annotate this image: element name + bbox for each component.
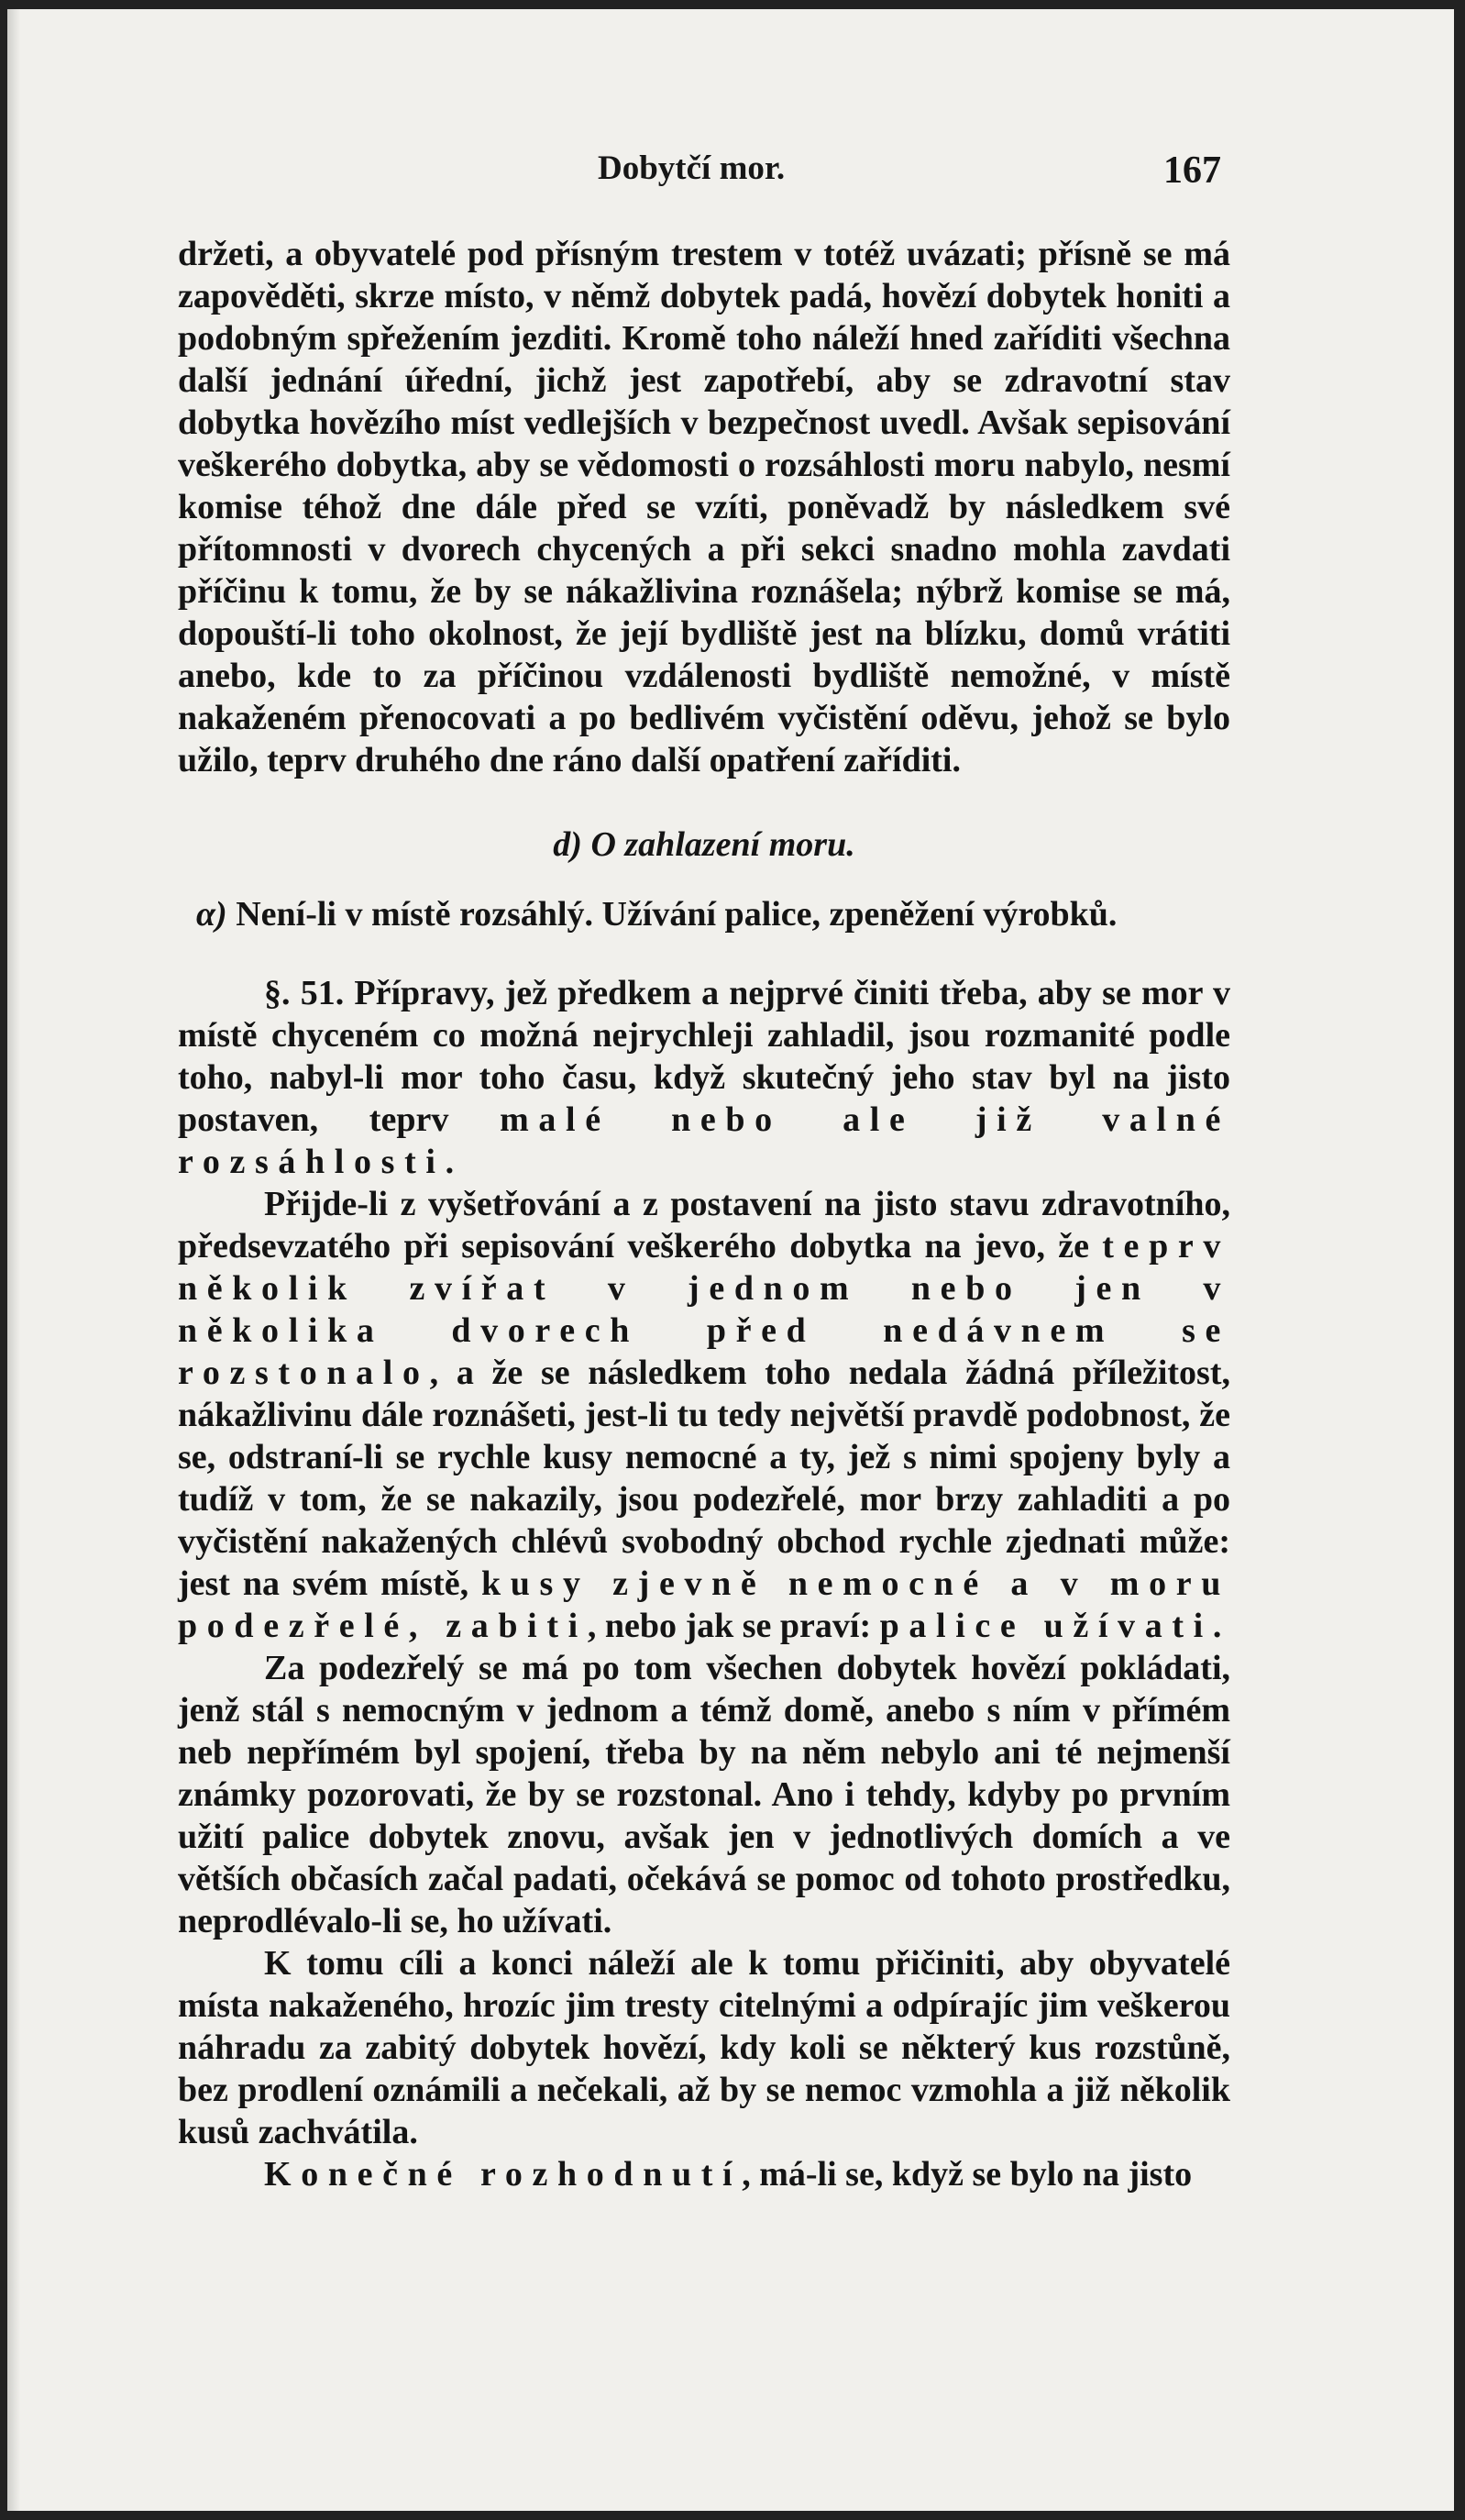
p52-text-a: Přijde-li z vyšetřování a z postavení na jisto stavu zdravotního, předsevzatého při sepisování veškerého dobytka na jevo, že xyxy=(178,1185,1230,1266)
p51-text-a: §. 51. Přípravy, jež předkem a nejprvé činiti třeba, aby se mor v místě chyceném co možná nejrychleji zahladil, jsou rozmanité podle toho, nabyl-li mor toho času, když skutečný jeho stav byl na jisto postaven, teprv xyxy=(178,974,1230,1139)
subsection-text: Není-li v místě rozsáhlý. Užívání palice, zpeněžení výrobků. xyxy=(236,895,1118,934)
subsection-heading xyxy=(178,893,1230,935)
section-heading: d) O zahlazení moru. xyxy=(553,825,855,864)
paragraph-4: K tomu cíli a konci náleží ale k tomu přičiniti, aby obyvatelé místa nakaženého, hrozíc jim tresty citelnými a odpírajíc jim veškerou náhradu za zabitý dobytek hovězí, kdy koli se některý kus rozstůně, bez prodlení oznámili a nečekali, až by se nemoc vzmohla a již několik kusů zachvátila. xyxy=(178,1944,1230,2151)
p52-text-c: , a že se následkem toho nedala žádná příležitost, nákažlivinu dále roznášeti, jest-li tu tedy největší pravdě podobnost, že se, odstraní-li se rychle kusy nemocné a ty, jež s nimi spojeny byly a tudíž v tom, že se nakazily, jsou podezřelé, mor brzy zahladiti a po vyčistění nakažených chlévů svobodný obchod rychle zjednati může: jest na svém místě, xyxy=(178,1354,1230,1603)
paragraph-51 xyxy=(178,972,1230,1183)
p55-text-b: , má-li se, když se bylo na jisto xyxy=(742,2155,1193,2194)
p51-spaced-emphasis: malé nebo ale již valné rozsáhlosti xyxy=(178,1100,1230,1181)
book-page xyxy=(7,9,1454,2511)
paragraph-3: Za podezřelý se má po tom všechen dobytek hovězí pokládati, jenž stál s nemocným v jednom a témž domě, anebo s ním v přímém neb nepřímém byl spojení, třeba by na něm nebylo ani té nejmenší známky pozorovati, že by se rozstonal. Ano i tehdy, kdyby po prvním užití palice dobytek znovu, avšak jen v jednotlivých domích a ve větších občasích začal padati, očekává se pomoc od tohoto prostředku, neprodlévalo-li se, ho užívati. xyxy=(178,1649,1230,1940)
p55-spaced-emphasis: Konečné rozhodnutí xyxy=(264,2155,743,2194)
paragraph-2 xyxy=(178,1183,1230,1647)
paragraph-5 xyxy=(178,2153,1230,2195)
p52-text-e: , nebo jak se praví: xyxy=(587,1607,880,1645)
paragraph-continued: držeti, a obyvatelé pod přísným trestem v totéž uvázati; přísně se má zapověděti, skrze místo, v němž dobytek padá, hovězí dobytek honiti a podobným spřežením jezditi. Kromě toho náleží hned zaříditi všechna další jednání úřední, jichž jest zapotřebí, aby se zdravotní stav dobytka hovězího míst vedlejších v bezpečnost uvedl. Avšak sepisování veškerého dobytka, aby se vědomosti o rozsáhlosti moru nabylo, nesmí komise téhož dne dále před se vzíti, poněvadž by následkem své přítomnosti v dvorech chycených a při sekci snadno mohla zavdati příčinu k tomu, že by se nákažlivina roznášela; nýbrž komise se má, dopouští-li toho okolnost, že její bydliště jest na blízku, domů vrátiti anebo, kde to za příčinou vzdálenosti bydliště nemožné, v místě nakaženém přenocovati a po bedlivém vyčistění oděvu, jehož se bylo užilo, teprv druhého dne ráno další opatření zaříditi. xyxy=(178,235,1230,779)
p51-text-c: . xyxy=(445,1143,455,1181)
p52-spaced-emphasis-1: teprv několik zvířat v jednom nebo jen v několika dvorech před nedávnem se rozstonalo xyxy=(178,1227,1230,1392)
page-number: 167 xyxy=(1163,149,1221,192)
page-edge-shadow xyxy=(7,9,20,2511)
running-title: Dobytčí mor. xyxy=(598,149,786,187)
body-text xyxy=(178,233,1230,2195)
p52-text-g: . xyxy=(1212,1607,1222,1645)
page-header xyxy=(183,149,1230,194)
p52-spaced-emphasis-2: kusy zjevně nemocné a v moru podezřelé, zabiti xyxy=(178,1564,1230,1645)
p52-spaced-emphasis-3: palice užívati xyxy=(879,1607,1213,1645)
subsection-label: α) xyxy=(196,895,227,934)
